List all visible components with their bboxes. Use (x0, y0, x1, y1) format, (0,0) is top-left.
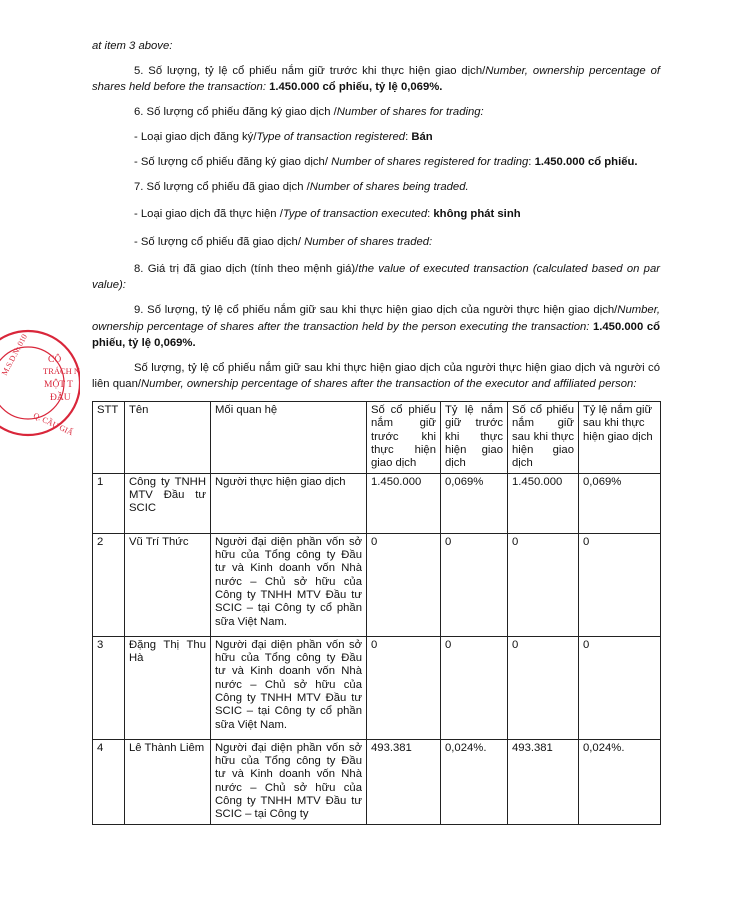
header-cell: STT (93, 402, 125, 474)
cell: 0 (579, 533, 661, 636)
cell: Người đại diện phần vốn sở hữu của Tổng công ty Đầu tư và Kinh doanh vốn Nhà nước – Chủ sở hữu của Công ty TNHH MTV Đầu tư SCIC – tại Công ty cổ phần sữa Việt Nam. (211, 636, 367, 739)
cell: 0,069% (441, 473, 508, 533)
cell: 0 (367, 533, 441, 636)
cell: 0,024%. (579, 739, 661, 824)
item-6: 6. Số lượng cổ phiếu đăng ký giao dịch /Number of shares for trading: (134, 106, 484, 119)
seal-text: MỘT T (44, 380, 73, 390)
item-6a: - Loại giao dịch đăng ký/Type of transaction registered: Bán (134, 131, 433, 143)
item-8: 8. Giá trị đã giao dịch (tính theo mệnh giá)/the value of executed transaction (calculated based on par value): (92, 262, 661, 292)
item-7a: - Loại giao dịch đã thực hiện /Type of transaction executed: không phát sinh (134, 208, 521, 221)
header-cell: Số cổ phiếu nắm giữ trước khi thực hiện giao dịch (367, 402, 441, 474)
cell: 0 (441, 533, 508, 636)
cell: Vũ Trí Thức (125, 533, 211, 636)
cell: 0 (508, 636, 579, 739)
item-9: 9. Số lượng, tỷ lệ cổ phiếu nắm giữ sau khi thực hiện giao dịch của người thực hiện giao dịch/Number, ownership percentage of shares after the transaction held by the person executing the transaction: 1.450.000 cổ phiếu, tỷ lệ 0,069%. (92, 304, 660, 349)
cell: 4 (93, 739, 125, 824)
table-row (93, 533, 661, 636)
header-cell: Tỷ lệ nắm giữ trước khi thực hiện giao dịch (441, 402, 508, 474)
item-7: 7. Số lượng cổ phiếu đã giao dịch /Number of shares being traded. (134, 180, 469, 193)
table-row (93, 739, 661, 824)
table-row (93, 473, 661, 533)
cell: 493.381 (367, 739, 441, 824)
cell: 0,024%. (441, 739, 508, 824)
item-10: Số lượng, tỷ lệ cổ phiếu nắm giữ sau khi thực hiện giao dịch của người thực hiện giao dịch và người có liên quan/Number, ownership percentage of shares after the transaction of the executor and affiliated person: (92, 361, 660, 391)
cell: 1.450.000 (508, 473, 579, 533)
seal-text: ĐẦU (50, 393, 71, 403)
table-header-row (93, 402, 661, 474)
company-seal (0, 328, 80, 448)
cell: Người đại diện phần vốn sở hữu của Tổng công ty Đầu tư và Kinh doanh vốn Nhà nước – Chủ sở hữu của Công ty TNHH MTV Đầu tư SCIC – tại Công ty cổ phần sữa Việt Nam. (211, 533, 367, 636)
seal-text: Q. CẦU GIẤ (31, 410, 75, 438)
cell: 0 (441, 636, 508, 739)
cell: 0 (579, 636, 661, 739)
intro-line: at item 3 above: (92, 40, 173, 52)
table-row (93, 636, 661, 739)
cell: 0 (367, 636, 441, 739)
document-body (92, 38, 660, 825)
cell: Lê Thành Liêm (125, 739, 211, 824)
seal-text: M.S.D.N: 010 (0, 332, 30, 377)
item-7b: - Số lượng cổ phiếu đã giao dịch/ Number of shares traded: (134, 235, 433, 248)
cell: Đặng Thị Thu Hà (125, 636, 211, 739)
header-cell: Mối quan hệ (211, 402, 367, 474)
cell: 0 (508, 533, 579, 636)
item-6b: - Số lượng cổ phiếu đăng ký giao dịch/ Number of shares registered for trading: 1.450.000 cổ phiếu. (134, 155, 638, 168)
header-cell: Số cổ phiếu nắm giữ sau khi thực hiện giao dịch (508, 402, 579, 474)
cell: 493.381 (508, 739, 579, 824)
cell: Người thực hiện giao dịch (211, 473, 367, 533)
cell: Người đại diện phần vốn sở hữu của Tổng công ty Đầu tư và Kinh doanh vốn Nhà nước – Chủ sở hữu của Công ty TNHH MTV Đầu tư SCIC – tại Công ty (211, 739, 367, 824)
item-5: 5. Số lượng, tỷ lệ cổ phiếu nắm giữ trước khi thực hiện giao dịch/Number, ownership percentage of shares held before the transaction: 1.450.000 cổ phiếu, tỷ lệ 0,069%. (92, 64, 660, 94)
shareholding-table (92, 401, 661, 825)
seal-text: TRÁCH N (43, 366, 80, 376)
header-cell: Tên (125, 402, 211, 474)
cell: Công ty TNHH MTV Đầu tư SCIC (125, 473, 211, 533)
cell: 0,069% (579, 473, 661, 533)
header-cell: Tỷ lệ nắm giữ sau khi thực hiện giao dịch (579, 402, 661, 474)
cell: 3 (93, 636, 125, 739)
cell: 1.450.000 (367, 473, 441, 533)
cell: 1 (93, 473, 125, 533)
seal-text: CÔ (48, 355, 62, 365)
cell: 2 (93, 533, 125, 636)
